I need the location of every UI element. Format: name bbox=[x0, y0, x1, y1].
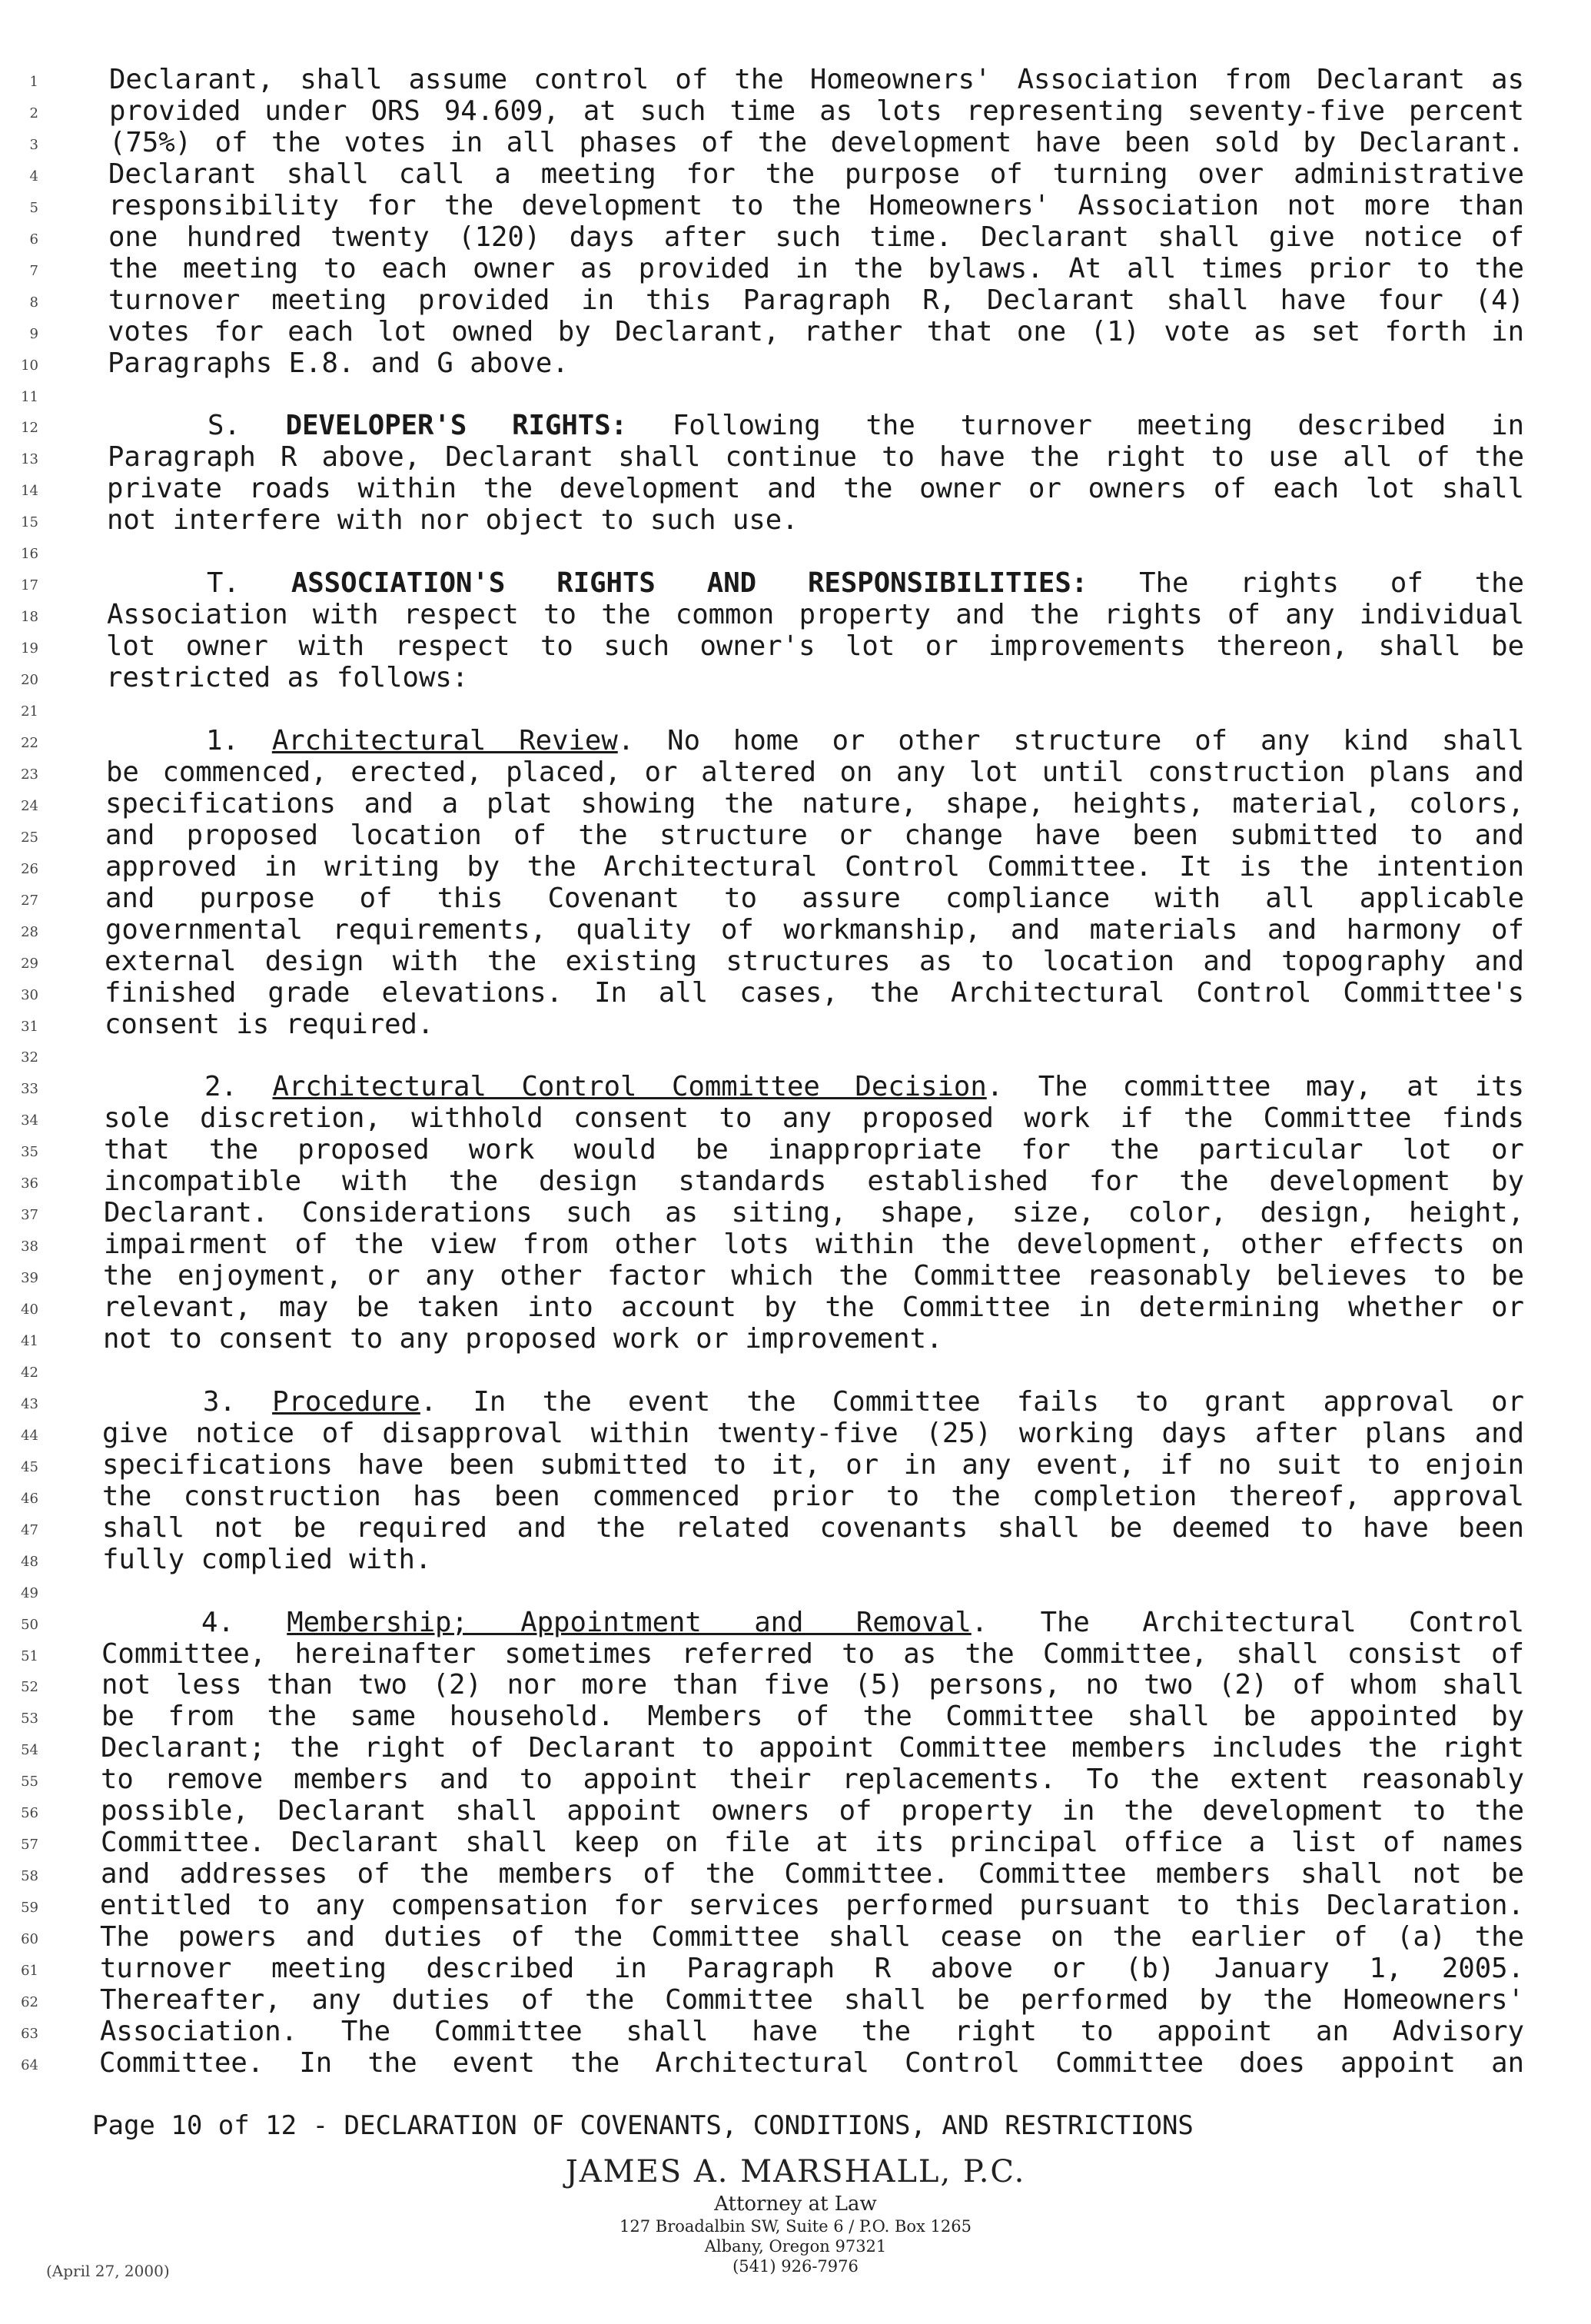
line-number: 32 bbox=[21, 1049, 38, 1066]
document-line: Thereafter, any duties of the Committee shall be performed by the Homeowners' bbox=[100, 1983, 1524, 2016]
line-number: 14 bbox=[21, 483, 38, 500]
document-line: fully complied with. bbox=[102, 1543, 432, 1575]
line-number: 43 bbox=[21, 1395, 38, 1412]
line-number: 55 bbox=[21, 1774, 38, 1790]
document-line: finished grade elevations. In all cases, the Architectural Control Committee's bbox=[105, 976, 1524, 1009]
document-line: be from the same household. Members of the Committee shall be appointed by bbox=[101, 1701, 1524, 1733]
document-line: to remove members and to appoint their replacements. To the extent reasonably bbox=[101, 1764, 1524, 1796]
line-number: 41 bbox=[21, 1333, 38, 1349]
firm-address-line-2: Albany, Oregon 97321 bbox=[704, 2237, 887, 2256]
section-heading: DEVELOPER'S RIGHTS: bbox=[285, 410, 628, 442]
document-line: votes for each lot owned by Declarant, rather that one (1) vote as set forth in bbox=[108, 315, 1524, 347]
line-number: 37 bbox=[21, 1207, 38, 1224]
document-line: Committee. Declarant shall keep on file at its principal office a list of names bbox=[101, 1827, 1524, 1859]
firm-address-line-1: 127 Broadalbin SW, Suite 6 / P.O. Box 1265 bbox=[619, 2217, 972, 2236]
line-number: 7 bbox=[29, 262, 38, 279]
line-number: 36 bbox=[21, 1175, 38, 1192]
line-number: 34 bbox=[21, 1112, 38, 1129]
document-line: possible, Declarant shall appoint owners of property in the development to the bbox=[101, 1795, 1524, 1827]
line-number: 60 bbox=[21, 1931, 38, 1948]
document-line: governmental requirements, quality of workmanship, and materials and harmony of bbox=[105, 913, 1524, 946]
line-number: 40 bbox=[21, 1302, 38, 1318]
document-line: restricted as follows: bbox=[106, 662, 469, 694]
line-number: 2 bbox=[29, 105, 38, 121]
line-number: 38 bbox=[21, 1238, 38, 1255]
document-line: turnover meeting described in Paragraph R above or (b) January 1, 2005. bbox=[100, 1953, 1524, 1984]
line-number: 13 bbox=[21, 451, 38, 468]
document-line: Declarant; the right of Declarant to appoint Committee members includes the right bbox=[101, 1732, 1524, 1764]
line-number: 64 bbox=[21, 2056, 38, 2073]
line-number: 59 bbox=[21, 1900, 38, 1917]
document-line: and purpose of this Covenant to assure compliance with all applicable bbox=[105, 882, 1524, 914]
line-number: 61 bbox=[21, 1963, 38, 1979]
document-line: Committee, hereinafter sometimes referred to as the Committee, shall consist of bbox=[101, 1637, 1524, 1670]
document-line: Declarant. Considerations such as siting, shape, size, color, design, height, bbox=[104, 1197, 1524, 1229]
document-line: not less than two (2) nor more than five (5) persons, no two (2) of whom shall bbox=[101, 1669, 1524, 1701]
line-number: 63 bbox=[21, 2025, 38, 2042]
line-number: 52 bbox=[21, 1679, 38, 1696]
document-line: lot owner with respect to such owner's lot or improvements thereon, shall be bbox=[106, 630, 1524, 663]
document-line: 4. Membership; Appointment and Removal. The Architectural Control bbox=[201, 1606, 1524, 1638]
document-line: Association with respect to the common property and the rights of any individual bbox=[107, 599, 1524, 631]
line-number: 24 bbox=[21, 797, 38, 814]
document-line: responsibility for the development to the Homeowners' Association not more than bbox=[108, 189, 1524, 221]
document-line: 1. Architectural Review. No home or other structure of any kind shall bbox=[206, 724, 1524, 756]
document-line: the meeting to each owner as provided in the bylaws. At all times prior to the bbox=[108, 252, 1524, 284]
line-number: 51 bbox=[21, 1647, 38, 1664]
line-number: 17 bbox=[21, 577, 38, 594]
line-number: 39 bbox=[21, 1270, 38, 1287]
line-number: 29 bbox=[21, 955, 38, 972]
line-number: 6 bbox=[29, 231, 38, 248]
line-number: 19 bbox=[21, 640, 38, 657]
document-line: relevant, may be taken into account by the Committee in determining whether or bbox=[103, 1292, 1524, 1324]
page-footer-title: Page 10 of 12 - DECLARATION OF COVENANTS, CONDITIONS, AND RESTRICTIONS bbox=[92, 2110, 1194, 2141]
document-line: that the proposed work would be inappropriate for the particular lot or bbox=[104, 1134, 1524, 1166]
line-number: 3 bbox=[29, 136, 38, 153]
line-number: 16 bbox=[21, 546, 38, 563]
attorney-title: Attorney at Law bbox=[714, 2193, 877, 2216]
document-line: not interfere with nor object to such use. bbox=[107, 504, 799, 537]
subsection-heading: Architectural Review bbox=[271, 724, 618, 756]
document-line: 3. Procedure. In the event the Committee fails to grant approval or bbox=[203, 1385, 1525, 1418]
line-number: 54 bbox=[21, 1742, 38, 1759]
document-line: private roads within the development and the owner or owners of each lot shall bbox=[107, 473, 1524, 505]
section-heading: ASSOCIATION'S RIGHTS AND RESPONSIBILITIES: bbox=[291, 567, 1088, 600]
line-number: 46 bbox=[21, 1490, 38, 1507]
line-number: 45 bbox=[21, 1458, 38, 1475]
subsection-heading: Architectural Control Committee Decision bbox=[272, 1071, 987, 1103]
line-number: 47 bbox=[21, 1521, 38, 1538]
document-line: external design with the existing structures as to location and topography and bbox=[105, 945, 1524, 977]
line-number: 42 bbox=[21, 1364, 38, 1381]
document-line: one hundred twenty (120) days after such time. Declarant shall give notice of bbox=[108, 221, 1524, 253]
subsection-heading: Procedure bbox=[272, 1385, 420, 1418]
line-number: 57 bbox=[21, 1837, 38, 1854]
document-line: Declarant, shall assume control of the Homeowners' Association from Declarant as bbox=[109, 64, 1524, 95]
document-line: and addresses of the members of the Committee. Committee members shall not be bbox=[101, 1858, 1524, 1890]
document-line: not to consent to any proposed work or improvement. bbox=[103, 1323, 943, 1355]
document-line: specifications have been submitted to it, or in any event, if no suit to enjoin bbox=[102, 1448, 1524, 1481]
line-number: 25 bbox=[21, 829, 38, 846]
line-number: 30 bbox=[21, 986, 38, 1003]
line-number: 10 bbox=[21, 357, 38, 374]
line-number: 50 bbox=[21, 1616, 38, 1633]
document-line: be commenced, erected, placed, or altered on any lot until construction plans and bbox=[106, 756, 1524, 788]
line-number: 23 bbox=[21, 766, 38, 783]
line-number: 4 bbox=[29, 168, 38, 185]
line-number: 18 bbox=[21, 609, 38, 626]
revision-date: (April 27, 2000) bbox=[46, 2262, 170, 2280]
line-number: 62 bbox=[21, 1993, 38, 2010]
document-line: give notice of disapproval within twenty-five (25) working days after plans and bbox=[102, 1417, 1524, 1449]
document-line: Paragraphs E.8. and G above. bbox=[108, 347, 569, 379]
line-number: 15 bbox=[21, 514, 38, 531]
line-number: 35 bbox=[21, 1144, 38, 1161]
line-number: 21 bbox=[21, 703, 38, 720]
document-line: 2. Architectural Control Committee Decision. The committee may, at its bbox=[204, 1071, 1524, 1103]
document-line: Paragraph R above, Declarant shall continue to have the right to use all of the bbox=[108, 441, 1524, 474]
document-line: shall not be required and the related covenants shall be deemed to have been bbox=[102, 1511, 1524, 1544]
document-line: and proposed location of the structure or change have been submitted to and bbox=[105, 819, 1524, 851]
document-line: sole discretion, withhold consent to any proposed work if the Committee finds bbox=[104, 1102, 1524, 1135]
line-number: 58 bbox=[21, 1868, 38, 1885]
line-number: 20 bbox=[21, 672, 38, 689]
document-line: Association. The Committee shall have the right to appoint an Advisory bbox=[100, 2015, 1524, 2047]
line-number: 33 bbox=[21, 1081, 38, 1098]
document-line: T. ASSOCIATION'S RIGHTS AND RESPONSIBILITIES: The rights of the bbox=[207, 567, 1524, 600]
document-line: S. DEVELOPER'S RIGHTS: Following the turnover meeting described in bbox=[208, 410, 1524, 442]
document-line: Committee. In the event the Architectural Control Committee does appoint an bbox=[99, 2046, 1524, 2079]
document-line: provided under ORS 94.609, at such time as lots representing seventy-five percent bbox=[109, 95, 1524, 127]
line-number: 11 bbox=[21, 388, 38, 405]
document-line: impairment of the view from other lots within the development, other effects on bbox=[104, 1228, 1524, 1261]
document-line: Declarant shall call a meeting for the purpose of turning over administrative bbox=[108, 158, 1524, 190]
firm-phone: (541) 926-7976 bbox=[732, 2257, 859, 2276]
line-number: 27 bbox=[21, 892, 38, 909]
line-number: 8 bbox=[29, 294, 38, 311]
line-number: 48 bbox=[21, 1553, 38, 1570]
line-number: 1 bbox=[29, 74, 38, 90]
line-number: 56 bbox=[21, 1805, 38, 1822]
document-line: specifications and a plat showing the nature, shape, heights, material, colors, bbox=[105, 787, 1524, 820]
document-line: (75%) of the votes in all phases of the development have been sold by Declarant. bbox=[109, 126, 1524, 158]
document-line: turnover meeting provided in this Paragraph R, Declarant shall have four (4) bbox=[108, 284, 1524, 316]
line-number: 22 bbox=[21, 734, 38, 751]
line-number: 26 bbox=[21, 860, 38, 877]
document-line: approved in writing by the Architectural Control Committee. It is the intention bbox=[105, 850, 1524, 883]
document-line: The powers and duties of the Committee shall cease on the earlier of (a) the bbox=[100, 1921, 1524, 1953]
law-firm-name: JAMES A. MARSHALL, P.C. bbox=[565, 2154, 1026, 2189]
document-line: the construction has been commenced prior to the completion thereof, approval bbox=[102, 1480, 1524, 1512]
line-number: 49 bbox=[21, 1584, 38, 1601]
document-line: consent is required. bbox=[105, 1008, 434, 1040]
line-number: 9 bbox=[29, 325, 38, 342]
line-number: 12 bbox=[21, 420, 38, 437]
document-line: entitled to any compensation for services performed pursuant to this Declaration. bbox=[100, 1890, 1524, 1922]
subsection-heading: Membership; Appointment and Removal bbox=[287, 1606, 972, 1638]
line-number: 53 bbox=[21, 1711, 38, 1727]
line-number: 44 bbox=[21, 1427, 38, 1444]
line-number: 28 bbox=[21, 923, 38, 940]
document-line: the enjoyment, or any other factor which the Committee reasonably believes to be bbox=[103, 1260, 1524, 1292]
document-line: incompatible with the design standards established for the development by bbox=[104, 1165, 1524, 1198]
line-number: 5 bbox=[29, 199, 38, 216]
line-number: 31 bbox=[21, 1018, 38, 1035]
